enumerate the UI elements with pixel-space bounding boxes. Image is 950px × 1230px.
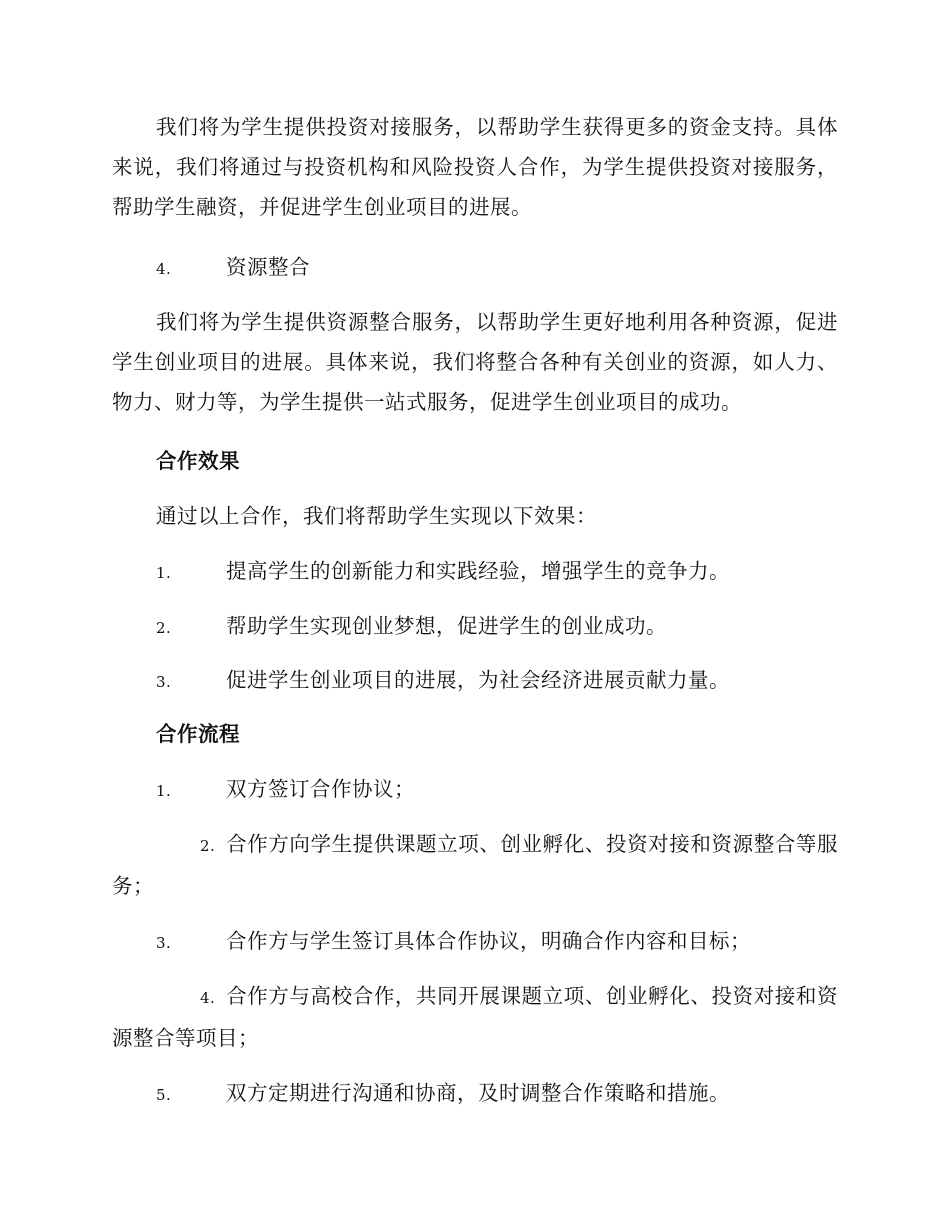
effects-intro: 通过以上合作，我们将帮助学生实现以下效果： (156, 504, 597, 528)
list-item (112, 769, 838, 811)
list-item (112, 921, 838, 963)
list-item-text: 合作方与高校合作，共同开展课题立项、创业孵化、投资对接和资源整合等项目； (112, 984, 838, 1050)
list-item (112, 660, 838, 702)
list-item-resource-integration (112, 247, 838, 289)
list-item-text: 促进学生创业项目的进展，为社会经济进展贡献力量。 (226, 668, 730, 692)
list-item-text: 提高学生的创新能力和实践经验，增强学生的竞争力。 (226, 559, 730, 583)
list-item (112, 976, 838, 1058)
list-item-label: 资源整合 (226, 255, 310, 279)
list-number: 4. (200, 989, 216, 1007)
paragraph-resource-integration: 我们将为学生提供资源整合服务，以帮助学生更好地利用各种资源，促进学生创业项目的进展。具体来说，我们将整合各种有关创业的资源，如人力、物力、财力等，为学生提供一站式服务，促进学生创业项目的成功。 (112, 310, 838, 414)
list-item-text: 双方定期进行沟通和协商，及时调整合作策略和措施。 (226, 1081, 730, 1105)
list-number: 3. (156, 934, 172, 952)
list-item-text: 帮助学生实现创业梦想，促进学生的创业成功。 (226, 614, 667, 638)
section-heading-effects: 合作效果 (156, 449, 240, 473)
list-number: 3. (156, 673, 172, 691)
section-heading-process: 合作流程 (156, 722, 240, 746)
list-number: 1. (156, 782, 172, 800)
paragraph-investment: 我们将为学生提供投资对接服务，以帮助学生获得更多的资金支持。具体来说，我们将通过与投资机构和风险投资人合作，为学生提供投资对接服务，帮助学生融资，并促进学生创业项目的进展。 (112, 115, 838, 219)
list-item-text: 合作方向学生提供课题立项、创业孵化、投资对接和资源整合等服务； (112, 832, 838, 898)
list-item (112, 551, 838, 593)
list-item (112, 824, 838, 906)
list-number: 5. (156, 1086, 172, 1104)
list-item-text: 合作方与学生签订具体合作协议，明确合作内容和目标； (226, 929, 751, 953)
list-item (112, 606, 838, 648)
list-number: 1. (156, 564, 172, 582)
list-item (112, 1073, 838, 1115)
list-number: 4. (156, 260, 172, 278)
list-item-text: 双方签订合作协议； (226, 777, 415, 801)
list-number: 2. (200, 837, 216, 855)
list-number: 2. (156, 619, 172, 637)
